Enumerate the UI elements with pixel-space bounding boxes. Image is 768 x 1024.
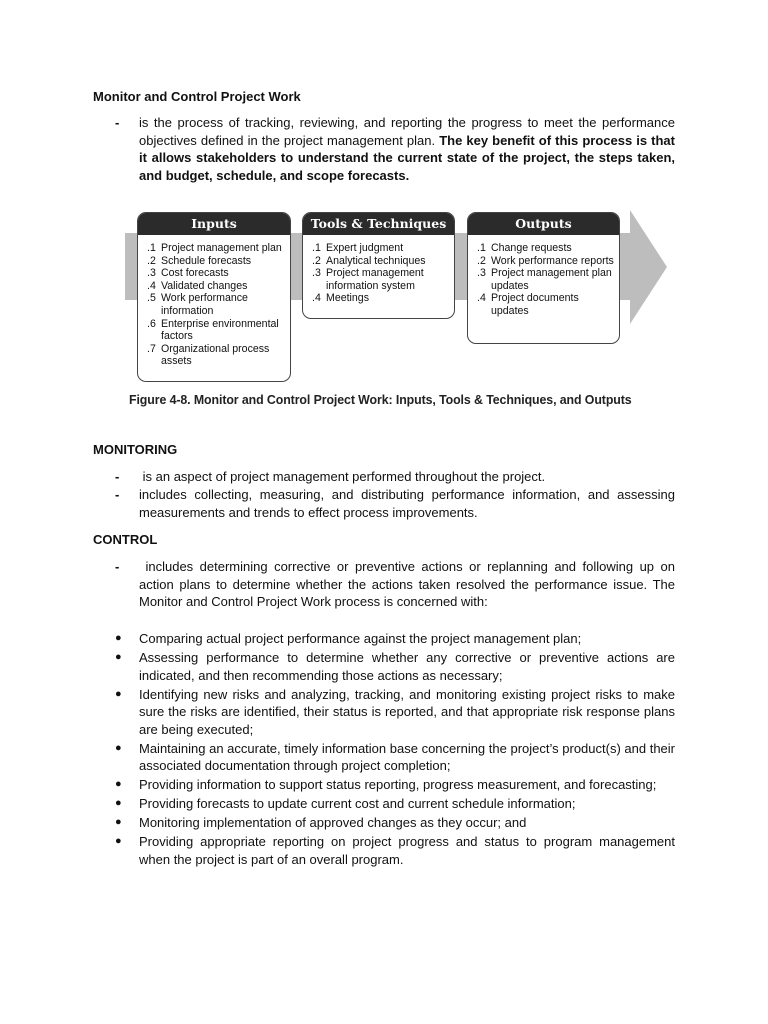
bullet-icon: ● xyxy=(115,687,122,700)
list-item-text: Providing information to support status reporting, progress measurement, and forecasting; xyxy=(139,777,657,792)
monitoring-heading: MONITORING xyxy=(93,442,178,457)
list-item xyxy=(115,833,675,868)
item-number: .2 xyxy=(477,254,486,267)
monitoring-item-text: includes collecting, measuring, and distributing performance information, and assessing measurements and trends to effect process improvements. xyxy=(139,487,675,520)
item-text: Project documents updates xyxy=(491,292,579,317)
item-text: Schedule forecasts xyxy=(161,254,252,267)
monitoring-item-text: is an aspect of project management performed throughout the project. xyxy=(139,469,546,484)
bullet-icon: ● xyxy=(115,816,122,828)
inputs-item xyxy=(147,267,286,280)
list-item-text: Providing forecasts to update current cost and current schedule information; xyxy=(139,796,576,811)
item-number: .6 xyxy=(147,317,156,330)
item-text: Work performance reports xyxy=(491,254,614,267)
bullet-icon: ● xyxy=(115,651,122,663)
item-text: Project management information system xyxy=(326,267,424,292)
inputs-item xyxy=(147,255,286,268)
dash-marker: - xyxy=(115,115,120,130)
inputs-item xyxy=(147,292,286,317)
control-item xyxy=(115,558,679,611)
outputs-item xyxy=(477,255,615,268)
item-text: Project management plan updates xyxy=(491,267,612,292)
figure-caption: Figure 4-8. Monitor and Control Project Work: Inputs, Tools & Techniques, and Outputs xyxy=(129,392,632,407)
dash-marker: - xyxy=(115,469,120,484)
item-text: Meetings xyxy=(326,292,369,305)
outputs-list xyxy=(468,235,619,322)
bullet-icon: ● xyxy=(115,778,122,790)
item-number: .7 xyxy=(147,342,156,355)
item-number: .2 xyxy=(312,254,321,267)
list-item xyxy=(115,795,675,813)
tools-list xyxy=(303,235,454,309)
item-text: Organizational process assets xyxy=(161,342,270,368)
inputs-item xyxy=(147,343,286,368)
item-number: .4 xyxy=(147,279,156,292)
tools-header: Tools & Techniques xyxy=(303,213,454,235)
inputs-item xyxy=(147,280,286,293)
item-text: Change requests xyxy=(491,242,572,254)
itto-figure xyxy=(125,210,670,385)
tools-box xyxy=(302,212,455,319)
outputs-header: Outputs xyxy=(468,213,619,235)
item-number: .1 xyxy=(312,242,321,254)
outputs-item xyxy=(477,292,615,317)
bullet-icon: ● xyxy=(115,835,122,847)
item-number: .2 xyxy=(147,254,156,267)
list-item xyxy=(115,740,675,775)
dash-marker: - xyxy=(115,559,120,574)
tools-item xyxy=(312,292,450,305)
list-item xyxy=(115,649,675,684)
list-item-text: Assessing performance to determine whether any corrective or preventive actions are indicated, and then recommending those actions as necessary; xyxy=(139,650,675,683)
item-text: Validated changes xyxy=(161,279,248,292)
item-number: .4 xyxy=(312,292,321,305)
section-title: Monitor and Control Project Work xyxy=(93,89,301,104)
item-text: Expert judgment xyxy=(326,242,404,254)
monitoring-item xyxy=(115,468,675,486)
list-item xyxy=(115,686,675,739)
item-text: Cost forecasts xyxy=(161,267,229,280)
item-number: .3 xyxy=(477,267,486,280)
tools-item xyxy=(312,242,450,255)
item-number: .1 xyxy=(147,242,156,254)
inputs-box xyxy=(137,212,291,382)
list-item-text: Comparing actual project performance against the project management plan; xyxy=(139,631,582,646)
inputs-header: Inputs xyxy=(138,213,290,235)
outputs-item xyxy=(477,242,615,255)
bullet-icon: ● xyxy=(115,797,122,809)
list-item xyxy=(115,814,675,832)
list-item-text: Providing appropriate reporting on project progress and status to program management when the project is part of an overall program. xyxy=(139,834,675,867)
bullet-icon: ● xyxy=(115,632,122,644)
inputs-item xyxy=(147,318,286,343)
list-item xyxy=(115,630,675,648)
item-number: .4 xyxy=(477,292,486,305)
dash-marker: - xyxy=(115,487,120,502)
outputs-box xyxy=(467,212,620,344)
list-item-text: Identifying new risks and analyzing, tracking, and monitoring existing project risks to make sure the risks are identified, their status is reported, and that appropriate risk response plans are being executed; xyxy=(139,686,675,737)
list-item xyxy=(115,776,675,794)
tools-item xyxy=(312,267,450,292)
intro-paragraph xyxy=(115,114,675,184)
outputs-item xyxy=(477,267,615,292)
item-text: Project management plan xyxy=(161,242,282,254)
item-text: Enterprise environmental factors xyxy=(161,317,279,343)
list-item-text: Maintaining an accurate, timely information base concerning the project’s product(s) and their associated documentation through project completion; xyxy=(139,740,675,773)
control-item-text: includes determining corrective or preventive actions or replanning and following up on action plans to determine whether the actions taken resolved the performance issue. The Monitor and Control Project Work process is concerned with: xyxy=(139,559,679,609)
inputs-item xyxy=(147,242,286,255)
item-number: .3 xyxy=(312,267,321,280)
item-number: .3 xyxy=(147,267,156,280)
bullet-icon: ● xyxy=(115,741,122,754)
inputs-list xyxy=(138,235,290,372)
bullet-list xyxy=(115,630,675,870)
item-text: Analytical techniques xyxy=(326,254,426,267)
intro-text xyxy=(139,114,675,184)
list-item-text: Monitoring implementation of approved changes as they occur; and xyxy=(139,815,527,830)
item-number: .1 xyxy=(477,242,486,254)
tools-item xyxy=(312,255,450,268)
control-heading: CONTROL xyxy=(93,532,158,547)
item-number: .5 xyxy=(147,292,156,305)
intro-text-plain: is the process of tracking, reviewing, and reporting the progress to meet the performance objectives defined in the project management plan. xyxy=(139,115,675,148)
item-text: Work performance information xyxy=(161,292,248,317)
intro-text-bold: The key benefit of this process is that it allows stakeholders to understand the current state of the project, the steps taken, and budget, schedule, and scope forecasts. xyxy=(139,132,675,183)
monitoring-item xyxy=(115,486,675,521)
